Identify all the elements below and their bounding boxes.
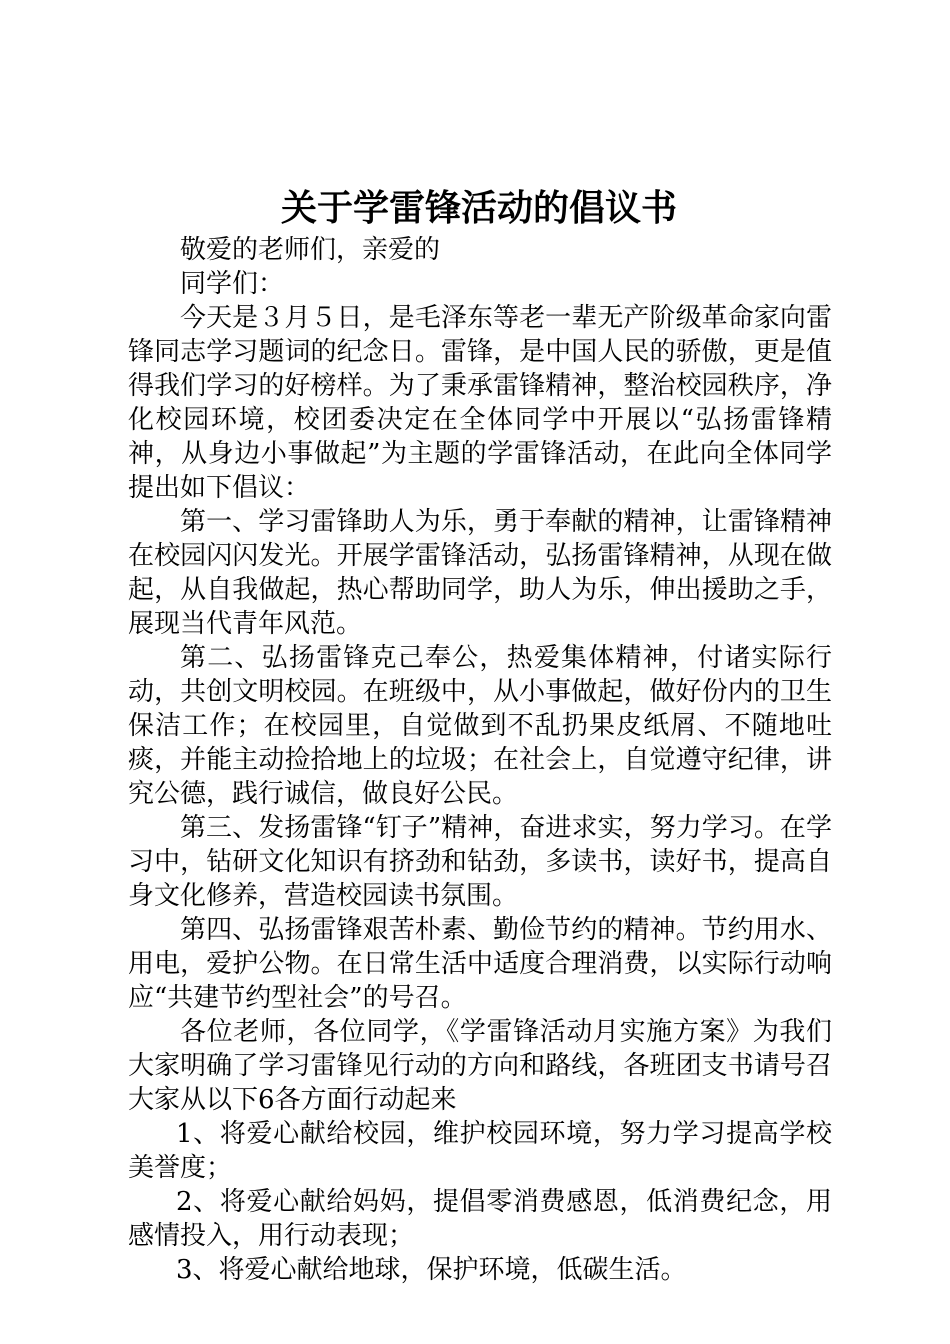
paragraph-third-proposal: 第三、发扬雷锋“钉子”精神，奋进求实，努力学习。在学习中，钻研文化知识有挤劲和钻劲，多读书，读好书，提高自身文化修养，营造校园读书氛围。 xyxy=(128,813,832,911)
document-body xyxy=(128,233,832,1287)
paragraph-intro: 今天是３月５日，是毛泽东等老一辈无产阶级革命家向雷锋同志学习题词的纪念日。雷锋，是中国人民的骄傲，更是值得我们学习的好榜样。为了秉承雷锋精神，整治校园秩序，净化校园环境，校团委决定在全体同学中开展以“弘扬雷锋精神，从身边小事做起”为主题的学雷锋活动，在此向全体同学提出如下倡议： xyxy=(128,303,832,503)
list-item: 2、将爱心献给妈妈，提倡零消费感恩，低消费纪念，用感情投入，用行动表现； xyxy=(128,1187,832,1251)
paragraph-fourth-proposal: 第四、弘扬雷锋艰苦朴素、勤俭节约的精神。节约用水、用电，爱护公物。在日常生活中适度合理消费，以实际行动响应“共建节约型社会”的号召。 xyxy=(128,915,832,1013)
salutation-line-2: 同学们： xyxy=(180,269,285,299)
paragraph-second-proposal: 第二、弘扬雷锋克己奉公，热爱集体精神，付诸实际行动，共创文明校园。在班级中，从小事做起，做好份内的卫生保洁工作；在校园里，自觉做到不乱扔果皮纸屑、不随地吐痰，并能主动捡拾地上的垃圾；在社会上，自觉遵守纪律，讲究公德，践行诚信，做良好公民。 xyxy=(128,643,832,809)
list-item: 1、将爱心献给校园，维护校园环境，努力学习提高学校美誉度； xyxy=(128,1119,832,1183)
document-title: 关于学雷锋活动的倡议书 xyxy=(280,188,677,229)
list-item: 3、将爱心献给地球，保护环境，低碳生活。 xyxy=(176,1255,687,1285)
paragraph-call-to-action: 各位老师，各位同学，《学雷锋活动月实施方案》为我们大家明确了学习雷锋见行动的方向和路线，各班团支书请号召大家从以下6各方面行动起来 xyxy=(128,1017,832,1115)
salutation-line-1: 敬爱的老师们，亲爱的 xyxy=(180,235,441,265)
paragraph-first-proposal: 第一、学习雷锋助人为乐，勇于奉献的精神，让雷锋精神在校园闪闪发光。开展学雷锋活动，弘扬雷锋精神，从现在做起，从自我做起，热心帮助同学，助人为乐，伸出援助之手，展现当代青年风范。 xyxy=(128,507,832,639)
